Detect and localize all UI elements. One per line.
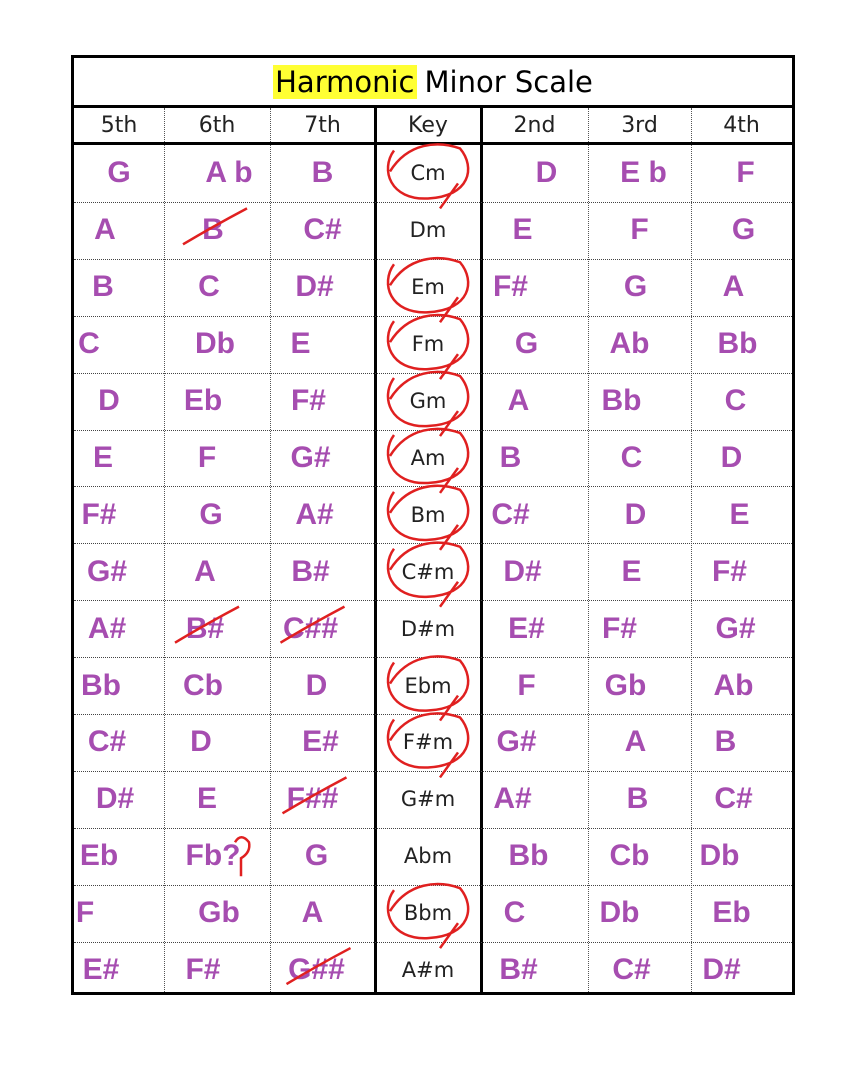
key-cell: F#m	[402, 730, 454, 755]
note-cell-7th: G	[304, 839, 329, 873]
note-cell-5th: E#	[82, 953, 120, 987]
note-cell-6th: Gb	[198, 896, 240, 930]
column-header-key: Key	[375, 108, 481, 145]
table-grid	[74, 108, 792, 992]
note-cell-7th: F##	[286, 782, 339, 816]
note-cell-4th: Db	[699, 839, 740, 873]
key-cell: Em	[411, 275, 445, 300]
note-cell-7th: E	[290, 327, 311, 361]
note-cell-4th: F#	[711, 554, 747, 588]
note-cell-5th: A#	[87, 611, 127, 645]
note-cell-5th: G#	[86, 554, 128, 588]
note-cell-5th: C#	[87, 725, 127, 759]
note-cell-6th: D	[190, 725, 212, 759]
note-cell-7th: A#	[295, 497, 334, 531]
note-cell-2nd: G#	[496, 725, 537, 759]
note-cell-2nd: C	[503, 896, 526, 930]
note-cell-7th: D#	[295, 270, 334, 304]
column-header-5th: 5th	[74, 108, 164, 145]
key-cell: Abm	[403, 844, 453, 869]
note-cell-4th: E	[729, 497, 750, 531]
note-cell-6th: E	[196, 782, 217, 816]
note-cell-7th: E#	[302, 725, 339, 759]
note-cell-3rd: G	[623, 270, 648, 304]
note-cell-6th: Eb	[183, 384, 223, 418]
note-cell-3rd: Bb	[601, 384, 642, 418]
note-cell-2nd: F	[517, 668, 536, 702]
note-cell-5th: E	[92, 440, 113, 474]
title-rest: Minor Scale	[424, 64, 593, 99]
key-cell: D#m	[400, 616, 456, 641]
note-cell-2nd: F#	[492, 270, 528, 304]
key-cell: Bm	[410, 502, 446, 527]
note-cell-4th: G	[731, 213, 756, 247]
note-cell-6th: A	[194, 554, 216, 588]
note-cell-3rd: Ab	[609, 327, 650, 361]
column-header-4th: 4th	[691, 108, 792, 145]
note-cell-4th: D#	[702, 953, 741, 987]
key-cell: A#m	[401, 958, 455, 983]
note-cell-7th: D	[305, 668, 328, 702]
note-cell-3rd: Gb	[604, 668, 647, 702]
note-cell-2nd: A#	[493, 782, 532, 816]
column-header-2nd: 2nd	[481, 108, 588, 145]
note-cell-3rd: E	[621, 554, 642, 588]
note-cell-4th: B	[714, 725, 737, 759]
note-cell-5th: D#	[95, 782, 135, 816]
note-cell-4th: Ab	[713, 668, 754, 702]
scale-table	[71, 55, 795, 995]
note-cell-6th: A b	[205, 156, 253, 190]
note-cell-6th: F#	[185, 953, 221, 987]
key-cell: Fm	[411, 332, 445, 357]
note-cell-6th: G	[199, 497, 223, 531]
note-cell-6th: F	[197, 440, 217, 474]
title-highlighted-word: Harmonic	[275, 64, 415, 99]
key-cell: G#m	[400, 787, 456, 812]
note-cell-5th: Bb	[81, 668, 121, 702]
note-cell-3rd: C#	[612, 953, 651, 987]
note-cell-5th: Eb	[79, 839, 119, 873]
note-cell-4th: F	[736, 156, 755, 190]
note-cell-2nd: D#	[503, 554, 542, 588]
note-cell-4th: C#	[714, 782, 753, 816]
note-cell-7th: B#	[291, 554, 330, 588]
note-cell-3rd: F#	[601, 611, 637, 645]
note-cell-7th: C#	[303, 213, 342, 247]
note-cell-2nd: Bb	[508, 839, 549, 873]
table-title	[74, 58, 792, 108]
note-cell-2nd: B#	[499, 953, 538, 987]
note-cell-6th: B#	[185, 611, 225, 645]
note-cell-6th: Db	[195, 327, 235, 361]
note-cell-2nd: E#	[508, 611, 545, 645]
key-cell: C#m	[401, 559, 455, 584]
note-cell-6th: C	[198, 270, 220, 304]
note-cell-3rd: B	[626, 782, 649, 816]
note-cell-6th: Cb	[183, 668, 223, 702]
note-cell-4th: A	[722, 270, 745, 304]
note-cell-4th: Bb	[717, 327, 758, 361]
note-cell-5th: F#	[81, 497, 117, 531]
note-cell-6th: B	[202, 213, 224, 247]
note-cell-2nd: D	[535, 156, 558, 190]
column-header-3rd: 3rd	[588, 108, 691, 145]
note-cell-5th: D	[98, 384, 120, 418]
key-cell: Cm	[410, 161, 446, 186]
key-cell: Am	[410, 445, 446, 470]
note-cell-3rd: Db	[599, 896, 640, 930]
note-cell-5th: C	[78, 327, 100, 361]
note-cell-5th: A	[94, 213, 116, 247]
note-cell-7th: C##	[282, 611, 339, 645]
note-cell-2nd: A	[507, 384, 530, 418]
key-cell: Ebm	[404, 673, 452, 698]
note-cell-7th: B	[311, 156, 334, 190]
note-cell-7th: F#	[290, 384, 326, 418]
key-cell: Dm	[409, 218, 447, 243]
note-cell-3rd: Cb	[609, 839, 650, 873]
key-cell: Gm	[409, 389, 447, 414]
note-cell-2nd: E	[512, 213, 533, 247]
note-cell-7th: G#	[290, 440, 331, 474]
column-header-6th: 6th	[164, 108, 270, 145]
note-cell-3rd: E b	[620, 156, 667, 190]
note-cell-2nd: C#	[491, 497, 530, 531]
note-cell-2nd: G	[514, 327, 539, 361]
note-cell-3rd: F	[630, 213, 649, 247]
note-cell-7th: G##	[288, 953, 345, 987]
note-cell-7th: A	[301, 896, 324, 930]
note-cell-5th: F	[75, 896, 95, 930]
note-cell-3rd: A	[624, 725, 647, 759]
note-cell-4th: C	[724, 384, 747, 418]
note-cell-2nd: B	[499, 440, 522, 474]
note-cell-4th: Eb	[712, 896, 751, 930]
column-header-7th: 7th	[270, 108, 375, 145]
note-cell-4th: D	[720, 440, 743, 474]
note-cell-4th: G#	[715, 611, 756, 645]
note-cell-5th: B	[92, 270, 114, 304]
note-cell-5th: G	[107, 156, 131, 190]
key-cell: Bbm	[403, 901, 453, 926]
note-cell-3rd: D	[624, 497, 647, 531]
note-cell-6th: Fb?	[185, 839, 241, 873]
note-cell-3rd: C	[620, 440, 643, 474]
